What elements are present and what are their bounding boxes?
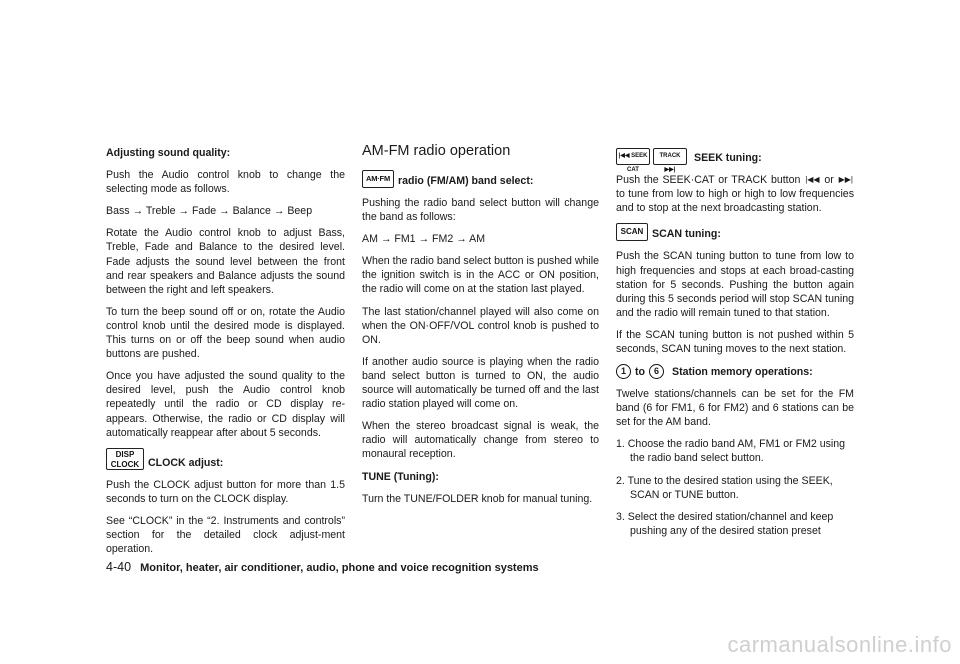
paragraph: If another audio source is playing when the radio band select button is turned to ON, the audio source will automatically be turned off and the last radio station played will come on.	[362, 355, 599, 411]
paragraph: Once you have adjusted the sound quality to the desired level, push the Audio control knob repeatedly until the radio or CD display re-appears. Otherwise, the radio or CD display will automatically reappear after about 5 seconds.	[106, 370, 345, 439]
paragraph: The last station/channel played will also come on when the ON·OFF/VOL control knob is pushed to ON.	[362, 305, 599, 346]
list-item: 2. Tune to the desired station using the SEEK, SCAN or TUNE button.	[616, 474, 833, 501]
footer-title: Monitor, heater, air conditioner, audio, phone and voice recognition systems	[140, 562, 539, 574]
paragraph: Push the Audio control knob to change the selecting mode as follows.	[106, 169, 345, 196]
paragraph: See “CLOCK” in the “2. Instruments and controls” section for the detailed clock adjust-ment operation.	[106, 514, 345, 556]
disp-clock-button-icon: DISP CLOCK	[106, 448, 144, 470]
clock-adjust-heading	[106, 448, 345, 470]
station-memory-label: Station memory operations:	[672, 365, 813, 378]
tune-heading: TUNE (Tuning):	[362, 470, 439, 483]
preset-6-icon: 6	[649, 364, 664, 379]
watermark: carmanualsonline.info	[727, 632, 952, 657]
track-button-icon: TRACK ▶▶|	[653, 148, 687, 165]
band-select-heading	[362, 170, 599, 188]
paragraph: To turn the beep sound off or on, rotate the Audio control knob until the desired mode is displayed. This turns on or off the beep sound when audio buttons are pushed.	[106, 305, 345, 361]
station-memory-heading: 1 to 6 Station memory operations:	[616, 364, 854, 379]
seek-tuning-heading	[616, 148, 854, 173]
page-footer	[106, 560, 539, 574]
paragraph: Twelve stations/channels can be set for the FM band (6 for FM1, 6 for FM2) and 6 stations can be set for the AM band.	[616, 388, 854, 429]
scan-tuning-heading	[616, 223, 854, 241]
mode-sequence: Bass → Treble → Fade → Balance → Beep	[106, 205, 313, 218]
section-title: AM-FM radio operation	[362, 143, 511, 159]
list-item: 3. Select the desired station/channel and keep pushing any of the desired station preset	[616, 510, 834, 537]
paragraph: Push the CLOCK adjust button for more than 1.5 seconds to turn on the CLOCK display.	[106, 478, 345, 505]
seek-cat-button-icon: |◀◀ SEEK CAT	[616, 148, 650, 165]
seek-tuning-label: SEEK tuning:	[694, 151, 762, 164]
paragraph: If the SCAN tuning button is not pushed within 5 seconds, SCAN tuning moves to the next station.	[616, 328, 854, 355]
list-item: 1. Choose the radio band AM, FM1 or FM2 using the radio band select button.	[616, 438, 846, 465]
am-fm-button-icon: AM·FM	[362, 170, 394, 188]
steps-list	[616, 437, 854, 538]
track-forward-icon: ▶▶|	[838, 175, 853, 185]
scan-tuning-label: SCAN tuning:	[652, 228, 721, 241]
paragraph: Turn the TUNE/FOLDER knob for manual tuning.	[362, 492, 593, 505]
page-number: 4-40	[106, 560, 132, 574]
adjusting-sound-heading: Adjusting sound quality:	[106, 147, 231, 159]
preset-1-icon: 1	[616, 364, 631, 379]
paragraph: Push the SCAN tuning button to tune from low to high frequencies and stops at each broad-casting station for 5 seconds. Pushing the button again during this 5 seconds period will stop SCAN tuning and the radio will remain tuned to that station.	[616, 250, 854, 319]
band-sequence: AM → FM1 → FM2 → AM	[362, 233, 486, 246]
paragraph: When the stereo broadcast signal is weak, the radio will automatically change from stereo to monaural reception.	[362, 420, 599, 461]
column-middle	[362, 143, 599, 514]
clock-adjust-label: CLOCK adjust:	[148, 456, 224, 469]
band-select-label: radio (FM/AM) band select:	[398, 174, 534, 187]
paragraph: Pushing the radio band select button will change the band as follows:	[362, 197, 599, 224]
scan-button-icon: SCAN	[616, 223, 648, 241]
seek-back-icon: |◀◀	[805, 175, 820, 185]
paragraph: Push the SEEK·CAT or TRACK button |◀◀ or ▶▶| to tune from low to high or high to low frequencies and to stop at the next broadcasting station.	[616, 174, 854, 215]
column-right	[616, 146, 854, 546]
column-left	[106, 146, 345, 564]
paragraph: When the radio band select button is pushed while the ignition switch is in the ACC or ON position, the radio will come on at the station last played.	[362, 255, 599, 296]
paragraph: Rotate the Audio control knob to adjust Bass, Treble, Fade and Balance to the desired level. Fade adjusts the sound level between the front and rear speakers and Balance adjusts the sound between the right and left speakers.	[106, 227, 345, 296]
